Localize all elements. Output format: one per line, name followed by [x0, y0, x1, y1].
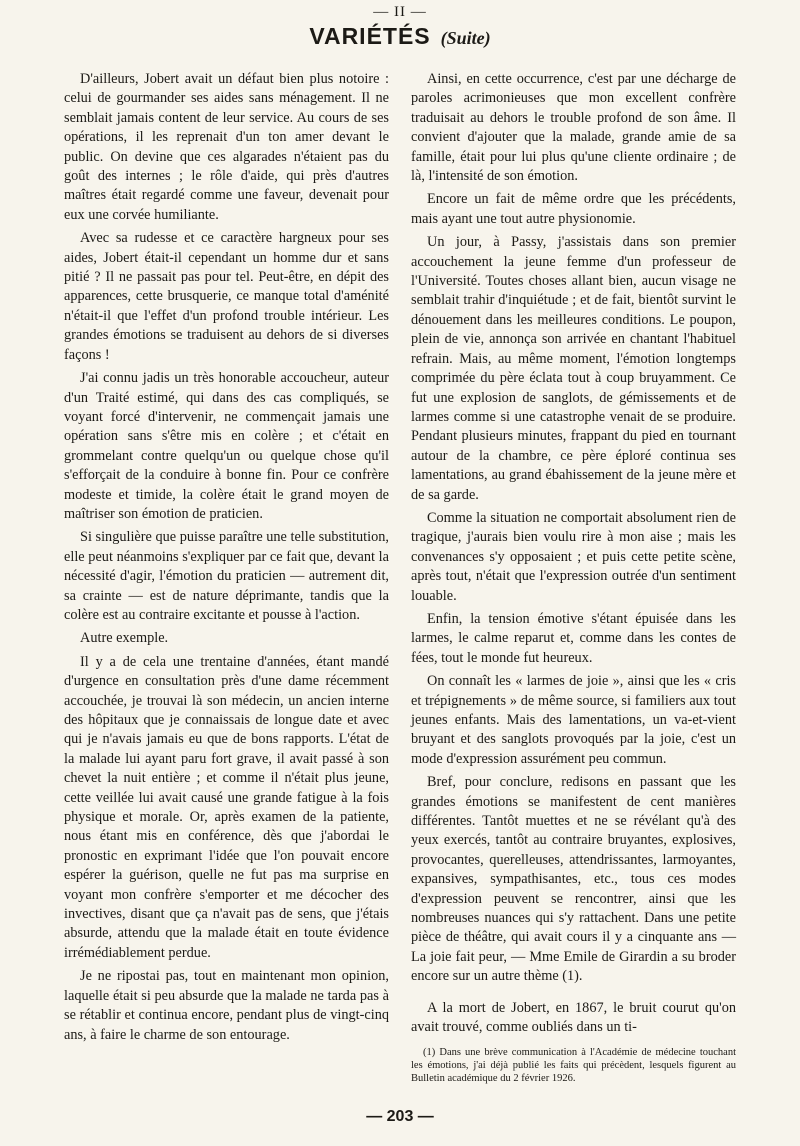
paragraph: Enfin, la tension émotive s'étant épuisée dans les larmes, le calme reparut et, comme dans les contes de fées, tout le monde fut heureux.	[411, 610, 736, 666]
paragraph: J'ai connu jadis un très honorable accoucheur, auteur d'un Traité estimé, qui dans des cas compliqués, se voyant forcé d'intervenir, ne commençait jamais une opération sans s'être mis en colère ; et c'était en grommelant contre quelqu'un ou quelque chose qu'il s'efforçait de la conduire à bonne fin. Pour ce confrère modeste et timide, la colère était le grand moyen de maîtriser son émotion de praticien.	[64, 370, 389, 522]
paragraph: Avec sa rudesse et ce caractère hargneux pour ses aides, Jobert était-il cependant un homme dur et sans pitié ? Il ne passait pas pour tel. Peut-être, en dépit des apparences, cette brusquerie, ce manque total d'aménité n'était-il que l'effet d'un profond trouble intérieur. Les grandes émotions se traduisent au dehors de si diverses façons !	[64, 230, 389, 363]
right-column	[411, 70, 736, 1085]
paragraph: Bref, pour conclure, redisons en passant que les grandes émotions se manifestent de cent manières différentes. Tantôt muettes et ne se révélant qu'à des yeux exercés, tantôt au contraire bruyantes, explosives, provocantes, querelleuses, attendrissantes, larmoyantes, expansives, sympathisantes, etc., tous ces modes d'expression peuvent se rencontrer, ainsi que les nombreuses nuances qui s'y rattachent. Dans une petite pièce de théâtre, qui avait cours il y a cinquante ans — La joie fait peur, — Mme Emile de Girardin a su broder encore sur un autre thème (1).	[411, 774, 736, 985]
paragraph: Ainsi, en cette occurrence, c'est par une décharge de paroles acrimonieuses que mon excellent confrère traduisait au dehors le trouble profond de son âme. Il convient d'ajouter que la malade, grande amie de sa famille, était pour lui plus qu'une cliente ordinaire ; de là, l'intensité de son émotion.	[411, 71, 736, 185]
paragraph: Je ne ripostai pas, tout en maintenant mon opinion, laquelle était si peu absurde que la malade ne tarda pas à se rétablir et continua encore, pendant plus de vingt-cinq ans, à faire le charme de son entourage.	[64, 968, 389, 1043]
top-folio: — II —	[373, 4, 427, 20]
page-number: — 203 —	[366, 1108, 434, 1125]
paragraph: D'ailleurs, Jobert avait un défaut bien plus notoire : celui de gourmander ses aides sans ménagement. Il ne semblait jamais content de leur service. Au cours de ses opérations, il les reprenait d'un ton amer devant le public. On devine que ces algarades n'étaient pas du goût des internes ; le rôle d'aide, qui près d'autres maîtres était regardé comme une faveur, devenait pour eux une corvée humiliante.	[64, 71, 389, 223]
paragraph: On connaît les « larmes de joie », ainsi que les « cris et trépignements » de même source, si familiers aux tout jeunes enfants. Mais des lamentations, un va-et-vient bruyant et des sanglots provoqués par la joie, c'est un mode d'expression assurément peu commun.	[411, 673, 736, 767]
article-title: VARIÉTÉS	[309, 23, 431, 49]
paragraph: Comme la situation ne comportait absolument rien de tragique, j'aurais bien voulu rire à mon aise ; mais les convenances s'y opposaient ; et puis cette petite scène, après tout, n'était que l'expression outrée d'un sentiment louable.	[411, 509, 736, 604]
paragraph: Encore un fait de même ordre que les précédents, mais ayant une tout autre physionomie.	[411, 191, 736, 227]
footnote: (1) Dans une brève communication à l'Académie de médecine touchant les émotions, j'ai déjà publié les faits qui précèdent, lesquels figurent au Bulletin académique du 2 février 1926.	[411, 1046, 736, 1084]
paragraph: Un jour, à Passy, j'assistais dans son premier accouchement la jeune femme d'un professeur de l'Université. Toutes choses allant bien, aucun visage ne semblait trahir d'inquiétude ; et de fait, bientôt survint le dénouement dans les meilleures conditions. Le poupon, plein de vie, annonça son arrivée en chantant l'habituel refrain. Mais, au même moment, l'émotion longtemps comprimée du père éclata tout à coup bruyamment. Ce fut une explosion de sanglots, de gémissements et de larmes comme si une catastrophe venait de se produire. Pendant plusieurs minutes, frappant du pied en tournant autour de la chambre, ce père éploré continua ses lamentations, au grand ébahissement de la jeune mère et de sa garde.	[411, 234, 736, 503]
article-heading	[0, 22, 800, 54]
paragraph: A la mort de Jobert, en 1867, le bruit courut qu'on avait trouvé, comme oubliés dans un ti-	[411, 999, 736, 1036]
paragraph: Autre exemple.	[80, 630, 169, 647]
left-column	[64, 70, 389, 1049]
paragraph: Il y a de cela une trentaine d'années, étant mandé d'urgence en consultation près d'une dame récemment accouchée, je trouvai là son médecin, un ancien interne des hôpitaux que je connaissais de longue date et avec qui je n'avais jamais eu que de bons rapports. L'état de la malade lui ayant paru fort grave, il avait passé à son chevet la nuit entière ; et comme il n'était plus jeune, cette veillée lui avait causé une grande fatigue à la fois physique et morale. Or, après examen de la patiente, nous étant mis en conférence, dès que j'abordai le pronostic en exprimant l'idée que l'on pouvait encore espérer la guérison, quelle ne fut pas ma surprise en voyant mon confrère s'emporter et me décocher des invectives, disant que ça n'avait pas de sens, que j'étais absurde, attendu que la malade était en toute évidence irrémédiablement perdue.	[64, 653, 389, 961]
article-subtitle: (Suite)	[440, 28, 491, 48]
paragraph: Si singulière que puisse paraître une telle substitution, elle peut néanmoins s'expliquer par ce fait que, devant la nécessité d'agir, l'émotion du praticien — autrement dit, sa crainte — est de nature déprimante, tandis que la colère est au contraire excitante et pousse à l'action.	[64, 529, 389, 623]
